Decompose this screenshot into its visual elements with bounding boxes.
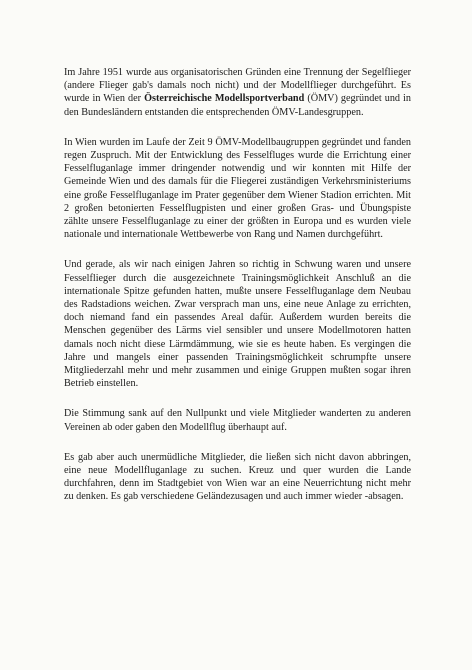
paragraph-text: (ÖMV) gegründet und in den Bundesländern entstanden die entsprechenden ÖMV-Landesgruppen.	[64, 93, 411, 118]
paragraph-text: Die Stimmung sank auf den Nullpunkt und viele Mitglieder wanderten zu anderen Vereinen ab oder gaben den Modellflug überhaupt auf.	[64, 408, 411, 433]
organization-name: Österreichische Modellsportverband	[144, 93, 305, 105]
paragraph	[64, 407, 411, 433]
paragraph-text: Es gab aber auch unermüdliche Mitglieder, die ließen sich nicht davon abbringen, eine neue Modellfluganlage zu suchen. Kreuz und quer wurden die Lande durchfahren, denn im Stadtgebiet von Wien war an eine Neuerrichtung nicht mehr zu denken. Es gab verschiedene Geländezusagen und auch immer wieder -absagen.	[64, 451, 411, 503]
document-body	[64, 66, 411, 521]
paragraph-text: Und gerade, als wir nach einigen Jahren so richtig in Schwung waren und unsere Fesselflieger durch die ausgezeichnete Trainingsmöglichkeit Anschluß an die internationale Spitze gefunden hatten, mußte unsere Fesselfluganlage dem Neubau des Radstadions weichen. Zwar versprach man uns, eine neue Anlage zu errichten, doch niemand fand ein passendes Areal dafür. Außerdem wurden bereits die Menschen gegenüber des Lärms viel sensibler und unsere Modellmotoren hatten damals noch nicht diese Lärmdämmung, wie sie es heute haben. Es vergingen die Jahre und mangels einer passenden Trainingsmöglichkeit schrumpfte unsere Mitgliederzahl mehr und mehr zusammen und einige Gruppen mußten sogar ihren Betrieb einstellen.	[64, 259, 411, 390]
paragraph	[64, 258, 411, 390]
paragraph-text: In Wien wurden im Laufe der Zeit 9 ÖMV-Modellbaugruppen gegründet und fanden regen Zuspruch. Mit der Entwicklung des Fesselfluges wurde die Errichtung einer Fesselfluganlage immer dringender notwendig und wir konnten mit Hilfe der Gemeinde Wien und des damals für die Fliegerei zuständigen Verkehrsministeriums eine große Fesselfluganlage im Prater gegenüber dem Wiener Stadion errichten. Mit 2 großen betonierten Fesselflugpisten und einer großen Gras- und Übungspiste zählte unsere Fesselfluganlage zu einer der größten in Europa und es wurden viele nationale und internationale Wettbewerbe von Rang und Namen durchgeführt.	[64, 136, 411, 241]
paragraph	[64, 66, 411, 119]
paragraph-text: Im Jahre 1951 wurde aus organisatorischen Gründen eine Trennung der Segelflieger (andere Flieger gab's damals noch nicht) und der Modellflieger durchgeführt. Es wurde in Wien der	[64, 67, 411, 105]
paragraph	[64, 451, 411, 504]
paragraph	[64, 136, 411, 242]
